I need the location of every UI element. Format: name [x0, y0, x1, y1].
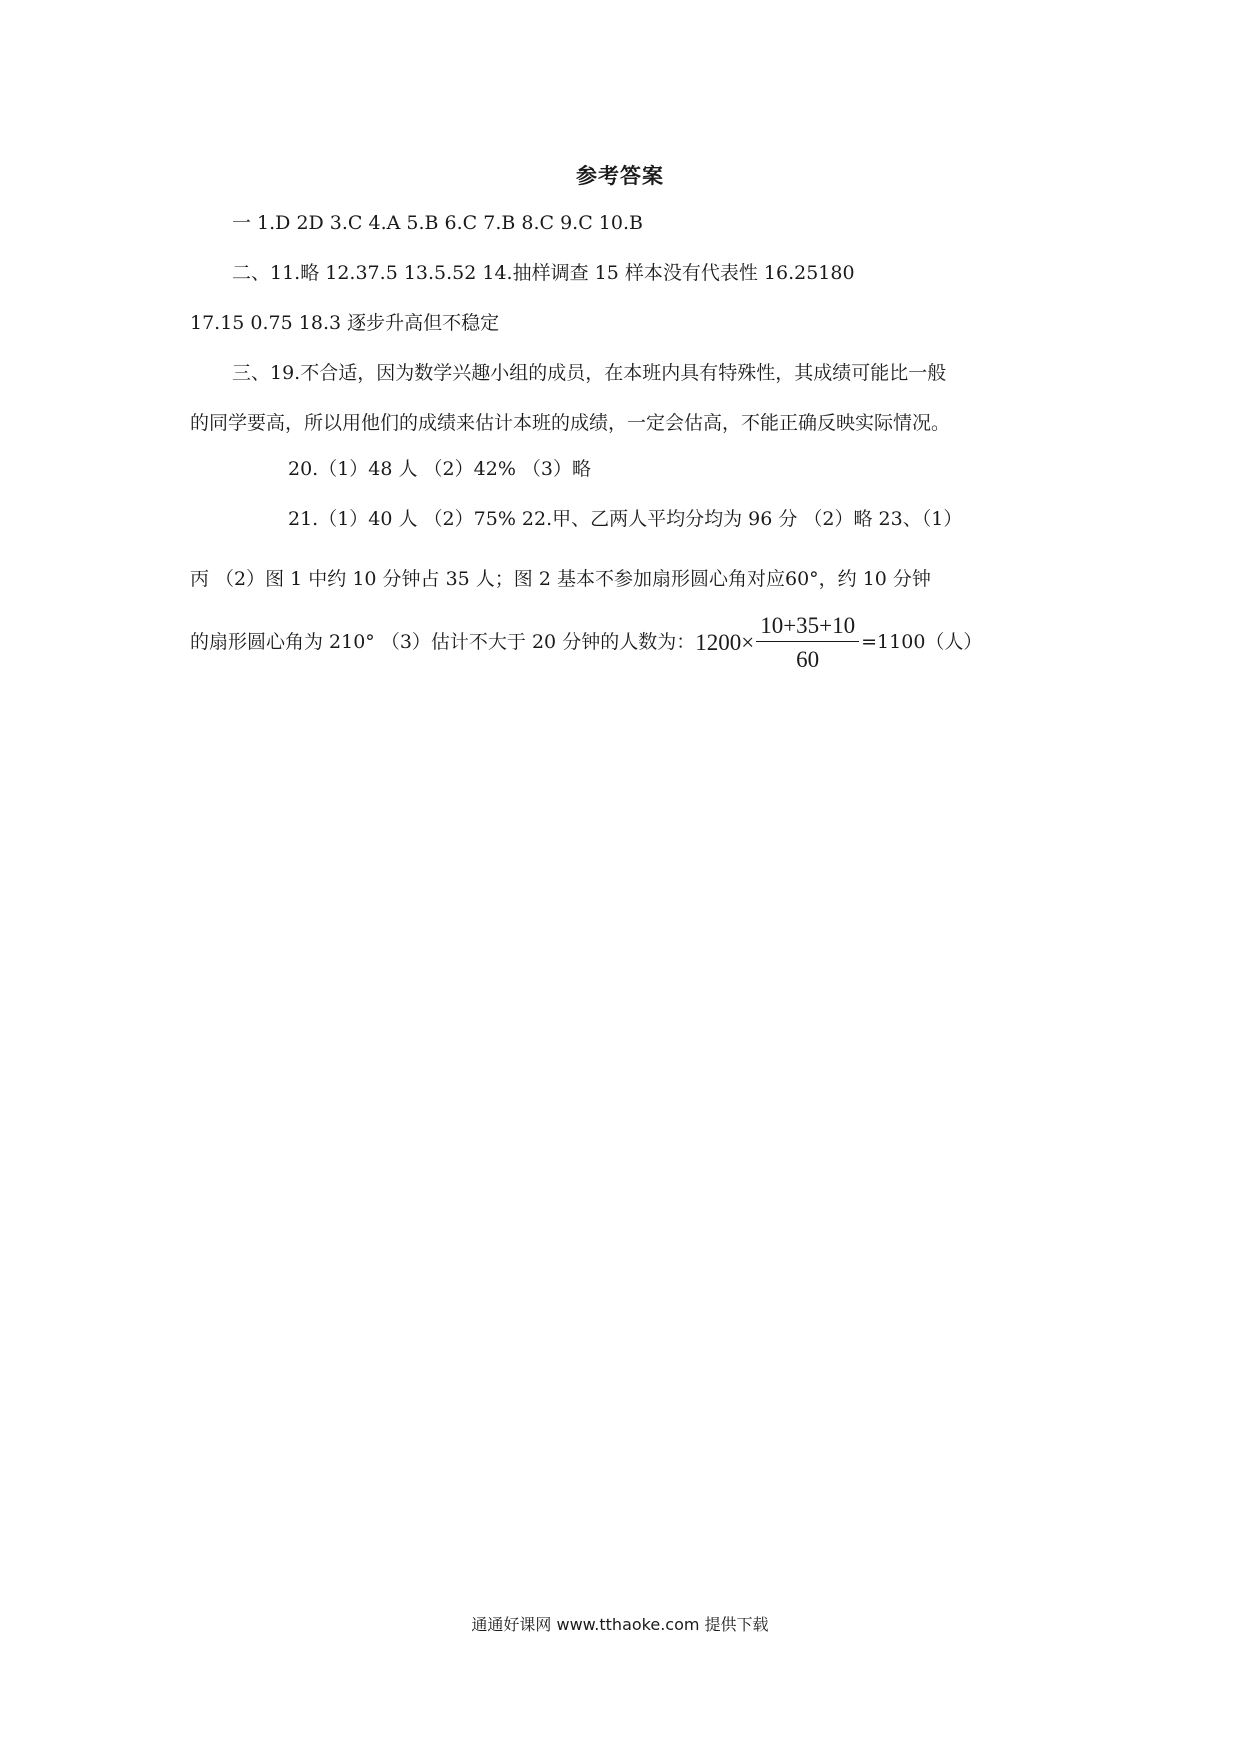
fraction-numerator: 10+35+10: [756, 614, 859, 642]
answer-line-7: 21.（1）40 人 （2）75% 22.甲、乙两人平均分均为 96 分 （2）略 23、（1）: [288, 508, 963, 530]
footer-credit: 通通好课网 www.tthaoke.com 提供下载: [471, 1615, 769, 1634]
answer-result: =1100（人）: [861, 631, 983, 653]
multiplier: 1200×: [695, 630, 755, 655]
answer-line-5: 的同学要高，所以用他们的成绩来估计本班的成绩，一定会估高，不能正确反映实际情况。: [190, 412, 951, 434]
answer-line-3: 17.15 0.75 18.3 逐步升高但不稳定: [190, 312, 500, 334]
answer-line-6: 20.（1）48 人 （2）42% （3）略: [288, 458, 592, 480]
page-title: 参考答案: [576, 164, 664, 188]
answer-line-1: 一 1.D 2D 3.C 4.A 5.B 6.C 7.B 8.C 9.C 10.B: [232, 212, 643, 234]
answer-line-9: [190, 614, 982, 671]
answer-line-2: 二、11.略 12.37.5 13.5.52 14.抽样调查 15 样本没有代表性 16.25180: [232, 262, 855, 284]
answer-line-4: 三、19.不合适，因为数学兴趣小组的成员，在本班内具有特殊性，其成绩可能比一般: [232, 362, 947, 384]
answer-line-8: 丙 （2）图 1 中约 10 分钟占 35 人；图 2 基本不参加扇形圆心角对应60°，约 10 分钟: [190, 568, 931, 590]
fraction-denominator: 60: [796, 647, 820, 672]
fraction: [756, 614, 859, 671]
answer-line-9-prefix: 的扇形圆心角为 210° （3）估计不大于 20 分钟的人数为：: [190, 631, 696, 653]
